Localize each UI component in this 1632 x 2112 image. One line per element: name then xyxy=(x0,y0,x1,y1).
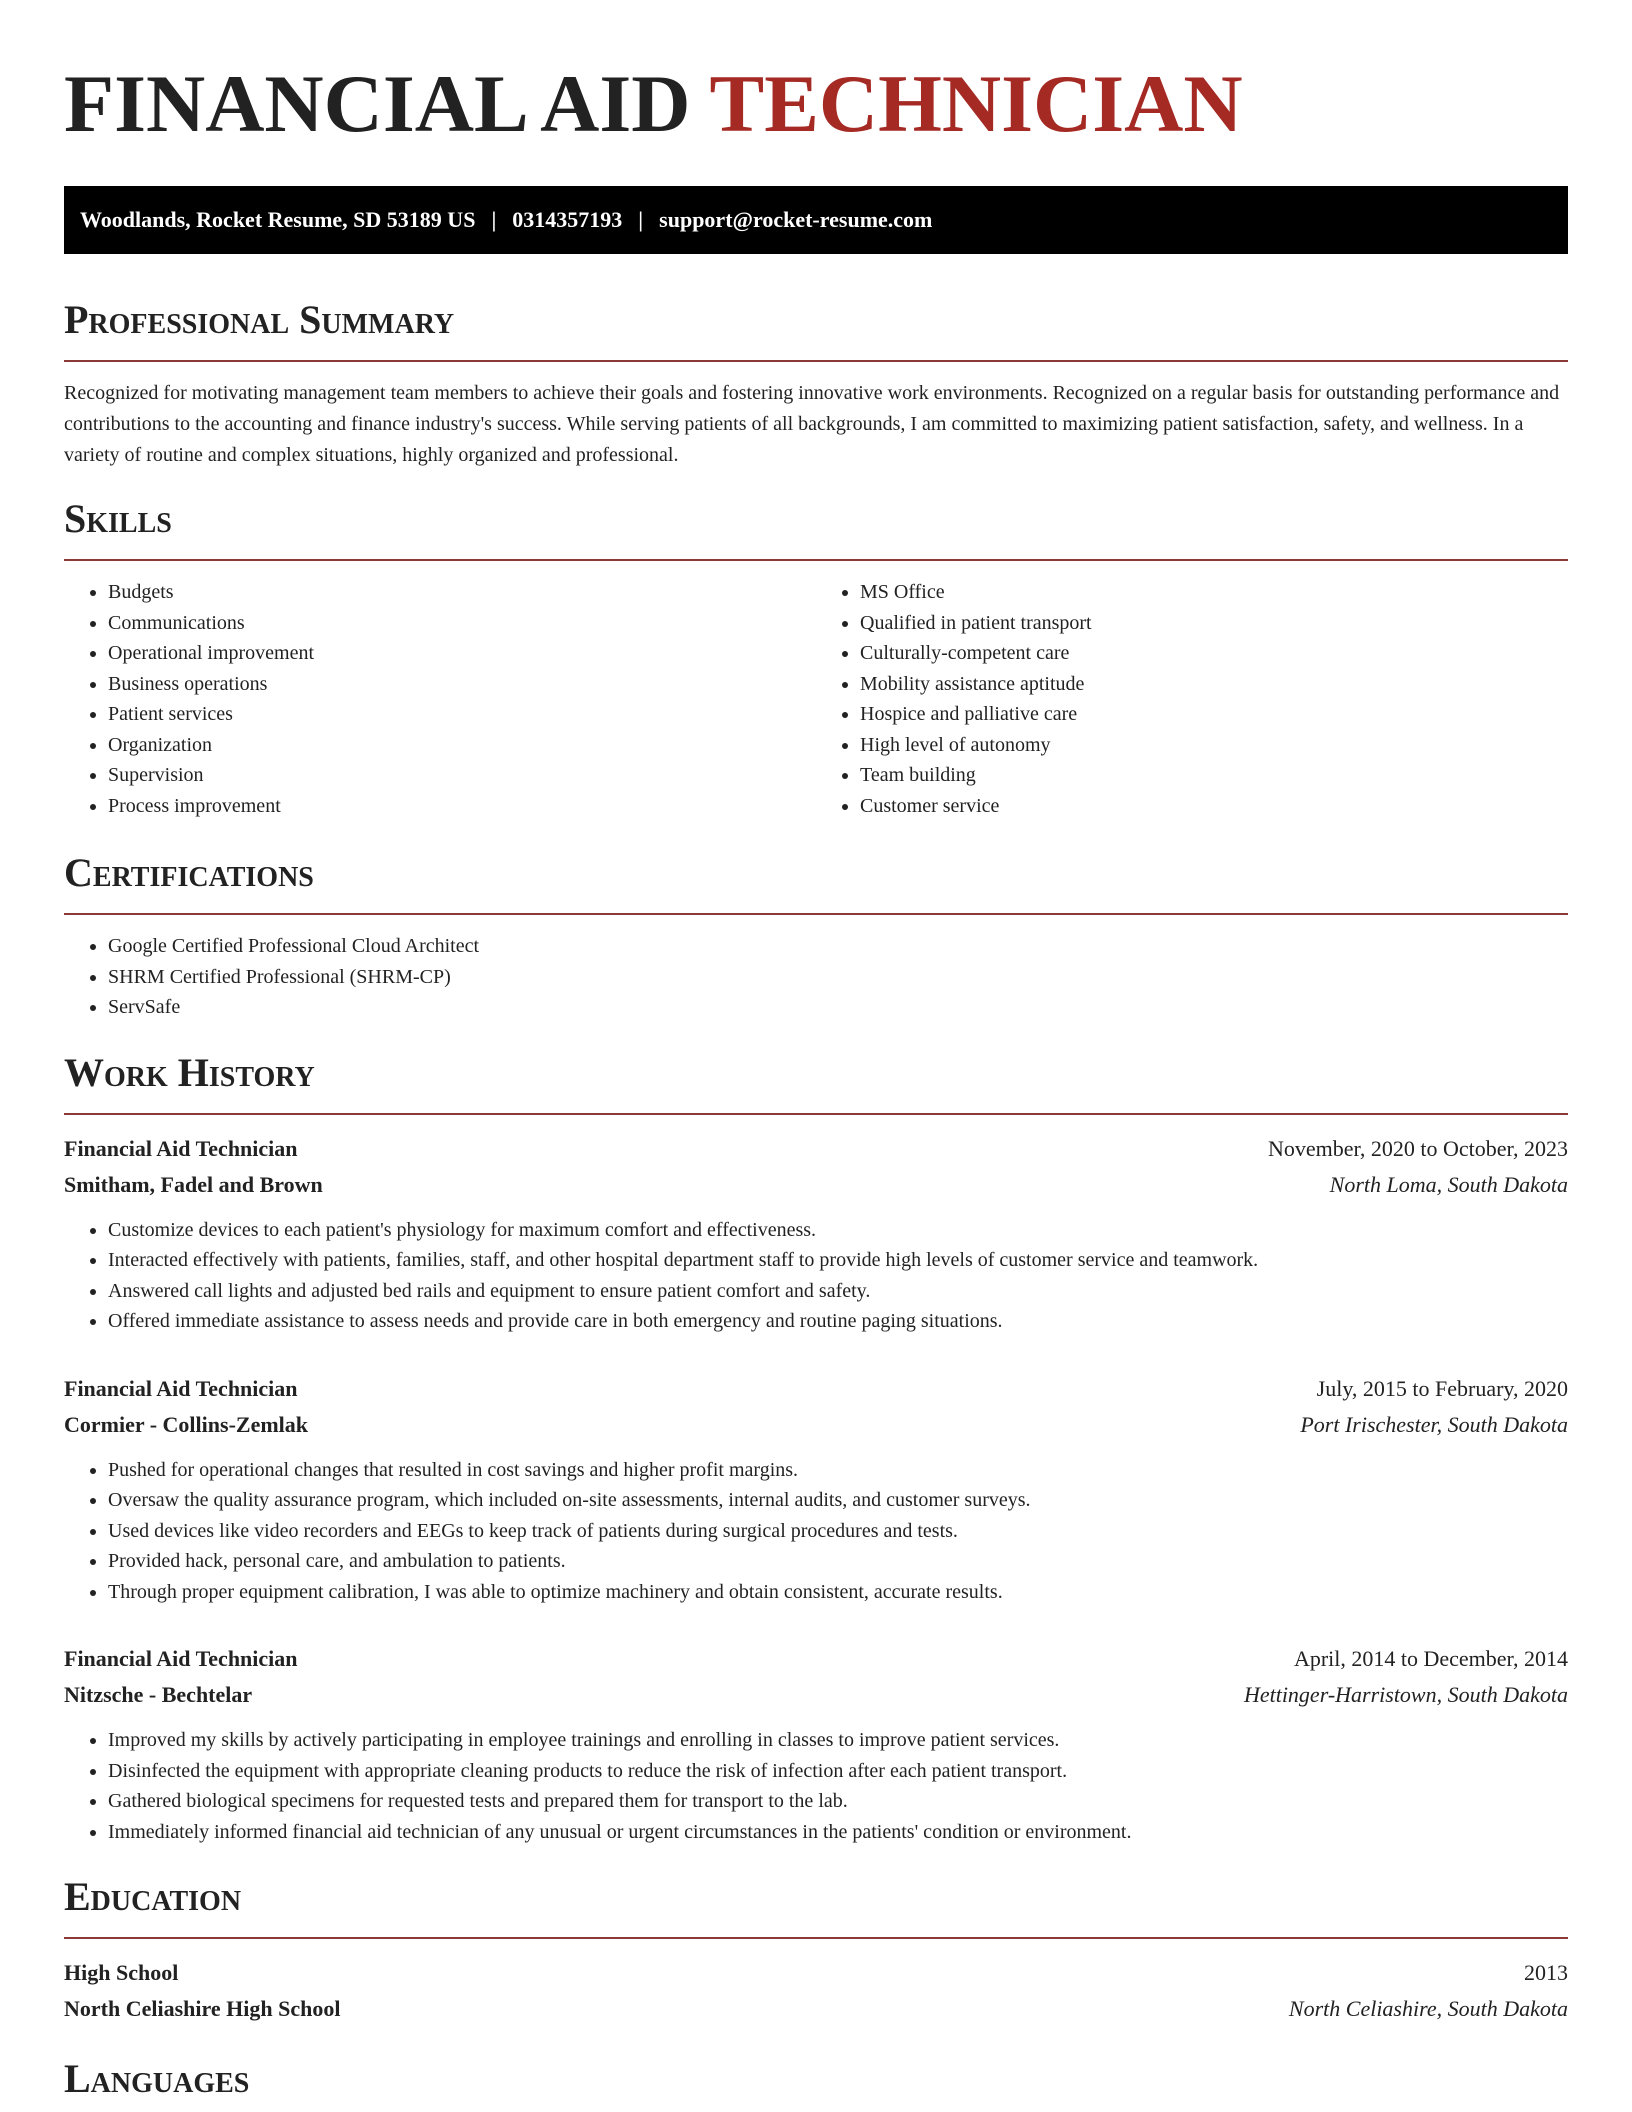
job-bullets xyxy=(64,1725,1568,1847)
job-company-row xyxy=(64,1167,1568,1203)
contact-separator: | xyxy=(491,207,497,232)
resume-name xyxy=(64,0,1568,152)
education-year: 2013 xyxy=(1524,1960,1568,1985)
list-item: • Improved my skills by actively participating in employee trainings and enrolling in classes to improve patient services. xyxy=(108,1725,1568,1756)
work-section xyxy=(64,1049,1568,1848)
list-item: • SHRM Certified Professional (SHRM-CP) xyxy=(108,962,1568,993)
education-row xyxy=(64,1955,1568,1991)
section-divider xyxy=(64,559,1568,561)
list-item: • Google Certified Professional Cloud Architect xyxy=(108,931,1568,962)
list-item: • Offered immediate assistance to assess needs and provide care in both emergency and routine paging situations. xyxy=(108,1306,1568,1337)
contact-phone[interactable]: 0314357193 xyxy=(512,207,623,232)
contact-email[interactable]: support@rocket-resume.com xyxy=(659,207,933,232)
skills-list-right xyxy=(816,577,1568,821)
list-item: • Qualified in patient transport xyxy=(860,608,1568,639)
education-row xyxy=(64,1991,1568,2027)
list-item: • Interacted effectively with patients, families, staff, and other hospital department staff to provide high levels of customer service and teamwork. xyxy=(108,1245,1568,1276)
job-location: Port Irischester, South Dakota xyxy=(1300,1411,1568,1437)
name-last: TECHNICIAN xyxy=(709,58,1243,149)
job-dates: November, 2020 to October, 2023 xyxy=(1267,1135,1568,1161)
list-item: • Team building xyxy=(860,760,1568,791)
list-item: • Patient services xyxy=(108,699,816,730)
skills-columns xyxy=(64,577,1568,821)
job-entry xyxy=(64,1641,1568,1847)
list-item: • Oversaw the quality assurance program, which included on-site assessments, internal audits, and customer surveys. xyxy=(108,1485,1568,1516)
list-item: • Mobility assistance aptitude xyxy=(860,669,1568,700)
education-location: North Celiashire, South Dakota xyxy=(1288,1996,1568,2021)
job-bullets xyxy=(64,1455,1568,1608)
job-header-row xyxy=(64,1131,1568,1167)
list-item: • Culturally-competent care xyxy=(860,638,1568,669)
job-company: Smitham, Fadel and Brown xyxy=(64,1171,323,1197)
skills-section xyxy=(64,495,1568,821)
job-bullets xyxy=(64,1215,1568,1337)
section-title-certifications: Certifications xyxy=(64,850,314,895)
summary-text: Recognized for motivating management team members to achieve their goals and fostering innovative work environments. Recognized on a regular basis for outstanding performance and contributions to the accounting and finance industry's success. While serving patients of all backgrounds, I am committed to maximizing patient satisfaction, safety, and wellness. In a variety of routine and complex situations, highly organized and professional. xyxy=(64,382,1560,466)
education-school: North Celiashire High School xyxy=(64,1996,341,2021)
job-company-row xyxy=(64,1407,1568,1443)
section-divider xyxy=(64,913,1568,915)
list-item: • ServSafe xyxy=(108,992,1568,1023)
list-item: • Disinfected the equipment with appropriate cleaning products to reduce the risk of infection after each patient transport. xyxy=(108,1756,1568,1787)
job-dates: July, 2015 to February, 2020 xyxy=(1316,1375,1568,1401)
section-divider xyxy=(64,1937,1568,1939)
job-header-row xyxy=(64,1641,1568,1677)
languages-section xyxy=(64,2055,1568,2103)
list-item: • Business operations xyxy=(108,669,816,700)
list-item: • Organization xyxy=(108,730,816,761)
job-entry xyxy=(64,1371,1568,1608)
list-item: • Budgets xyxy=(108,577,816,608)
section-title-education: Education xyxy=(64,1874,242,1919)
jobs-list xyxy=(64,1131,1568,1848)
job-title: Financial Aid Technician xyxy=(64,1646,298,1671)
job-dates: April, 2014 to December, 2014 xyxy=(1293,1646,1568,1671)
job-title: Financial Aid Technician xyxy=(64,1135,298,1161)
job-entry xyxy=(64,1131,1568,1337)
skills-list-left xyxy=(64,577,816,821)
certifications-list xyxy=(64,931,1568,1023)
job-location: Hettinger-Harristown, South Dakota xyxy=(1243,1682,1568,1707)
job-company: Cormier - Collins-Zemlak xyxy=(64,1411,309,1437)
certifications-section xyxy=(64,849,1568,1023)
name-first: FINANCIAL AID xyxy=(64,58,691,149)
section-title-skills: Skills xyxy=(64,496,172,541)
education-section xyxy=(64,1873,1568,2027)
list-item: • Customer service xyxy=(860,791,1568,822)
section-title-summary: Professional Summary xyxy=(64,297,455,342)
list-item: • Supervision xyxy=(108,760,816,791)
section-divider xyxy=(64,360,1568,362)
list-item: • Hospice and palliative care xyxy=(860,699,1568,730)
list-item: • Immediately informed financial aid technician of any unusual or urgent circumstances in the patients' condition or environment. xyxy=(108,1817,1568,1848)
list-item: • Communications xyxy=(108,608,816,639)
job-location: North Loma, South Dakota xyxy=(1329,1171,1568,1197)
list-item: • Answered call lights and adjusted bed rails and equipment to ensure patient comfort and safety. xyxy=(108,1276,1568,1307)
contact-separator: | xyxy=(638,207,644,232)
list-item: • Gathered biological specimens for requested tests and prepared them for transport to the lab. xyxy=(108,1786,1568,1817)
list-item: • Process improvement xyxy=(108,791,816,822)
list-item: • Pushed for operational changes that resulted in cost savings and higher profit margins. xyxy=(108,1455,1568,1486)
summary-section xyxy=(64,296,1568,471)
list-item: • MS Office xyxy=(860,577,1568,608)
contact-bar xyxy=(64,186,1568,254)
section-title-languages: Languages xyxy=(64,2056,250,2101)
list-item: • High level of autonomy xyxy=(860,730,1568,761)
job-company-row xyxy=(64,1677,1568,1713)
list-item: • Operational improvement xyxy=(108,638,816,669)
contact-address: Woodlands, Rocket Resume, SD 53189 US xyxy=(80,207,476,232)
list-item: • Used devices like video recorders and EEGs to keep track of patients during surgical procedures and tests. xyxy=(108,1516,1568,1547)
list-item: • Through proper equipment calibration, I was able to optimize machinery and obtain consistent, accurate results. xyxy=(108,1577,1568,1608)
job-company: Nitzsche - Bechtelar xyxy=(64,1682,253,1707)
job-header-row xyxy=(64,1371,1568,1407)
job-title: Financial Aid Technician xyxy=(64,1375,298,1401)
list-item: • Customize devices to each patient's physiology for maximum comfort and effectiveness. xyxy=(108,1215,1568,1246)
section-title-work: Work History xyxy=(64,1049,315,1095)
education-degree: High School xyxy=(64,1960,179,1985)
list-item: • Provided hack, personal care, and ambulation to patients. xyxy=(108,1546,1568,1577)
section-divider xyxy=(64,1113,1568,1115)
